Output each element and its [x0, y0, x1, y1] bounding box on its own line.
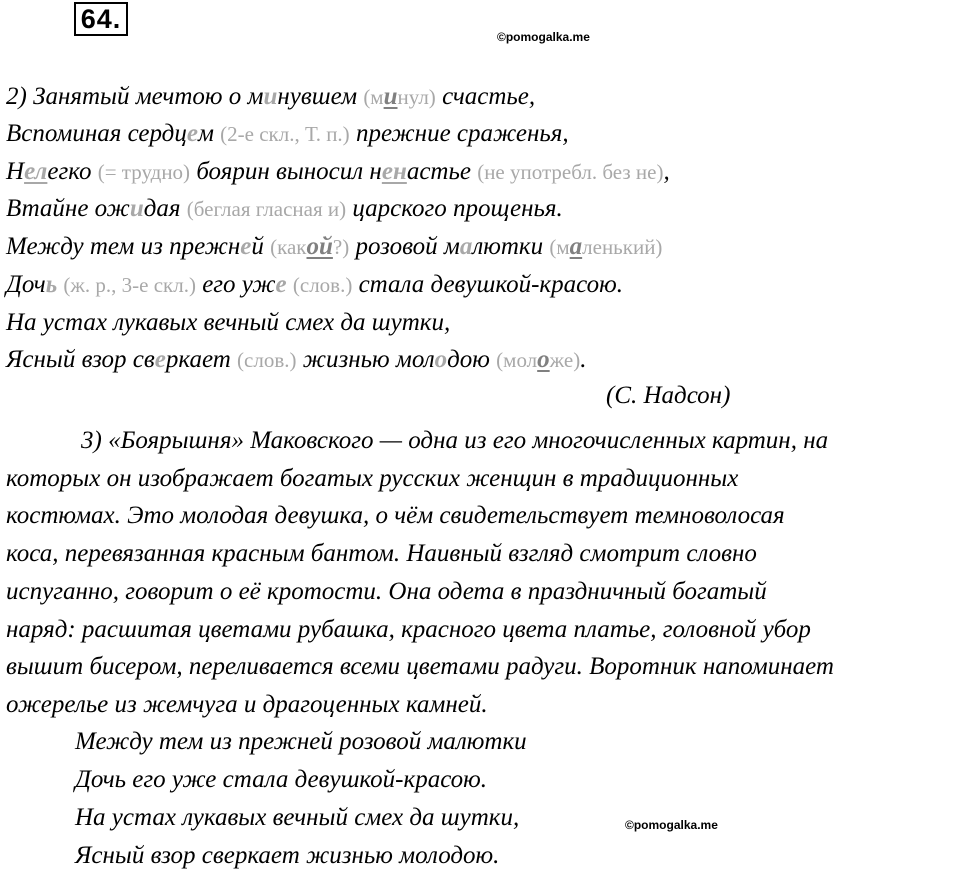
poem-text: ркает — [165, 346, 238, 373]
highlighted-letter: ен — [381, 158, 407, 185]
quote-line-1: Между тем из прежней розовой малютки — [75, 728, 527, 755]
poem-text: нувшем — [277, 83, 364, 110]
poem-line-3 — [6, 157, 670, 187]
poem-line-1 — [6, 82, 535, 112]
highlighted-letter: ь — [45, 271, 58, 298]
paragraph-line: наряд: расшитая цветами рубашка, красного цвета платье, головной убор — [6, 615, 811, 643]
poem-note: (слов.) — [292, 273, 353, 297]
poem-note: (мол — [496, 348, 538, 372]
exercise-number: 64. — [74, 2, 128, 36]
poem-note: (м — [549, 235, 570, 259]
paragraph-line: коса, перевязанная красным бантом. Наивный взгляд смотрит словно — [6, 540, 757, 568]
poem-note: (не употребл. без не) — [477, 160, 664, 184]
poem-text: дая — [143, 195, 187, 222]
poem-text: й — [251, 233, 271, 260]
poem-line-2 — [6, 119, 569, 149]
poem-text: жизнью мол — [296, 346, 435, 373]
watermark-top: ©pomogalka.me — [497, 30, 590, 44]
paragraph-line: вышит бисером, переливается всеми цветами радуги. Воротник напоминает — [6, 653, 834, 681]
quote-line-3: На устах лукавых вечный смех да шутки, — [75, 804, 520, 831]
poem-line-4 — [6, 194, 563, 224]
poem-text: егко — [47, 158, 98, 185]
highlighted-letter: е — [154, 346, 166, 373]
highlighted-letter: е — [240, 233, 252, 260]
poem-text: боярин выносил н — [190, 158, 382, 185]
highlighted-letter: е — [275, 271, 287, 298]
poem-text: его уж — [195, 271, 276, 298]
poem-text: счастье, — [435, 83, 536, 110]
poem-line-6 — [6, 270, 623, 300]
poem-text: Ясный взор св — [6, 346, 155, 373]
highlighted-letter: ел — [24, 158, 48, 185]
poem-text: царского прощенья. — [346, 195, 563, 222]
poem-note: (слов.) — [237, 348, 297, 372]
poem-text: стала девушкой-красою. — [352, 271, 623, 298]
poem-note: а — [569, 233, 583, 260]
highlighted-letter: и — [263, 83, 278, 110]
poem-note: (= трудно) — [97, 160, 191, 184]
poem-note: (ж. р., 3-е скл.) — [63, 273, 196, 297]
poem-note: ?) — [332, 235, 350, 259]
poem-note: (м — [363, 85, 384, 109]
poem-note: и — [383, 83, 398, 110]
paragraph-line: которых он изображает богатых русских женщин в традиционных — [6, 464, 739, 492]
poem-note: о — [537, 346, 550, 373]
poem-note: (беглая гласная и) — [186, 197, 347, 221]
poem-text: Вспоминая сердц — [6, 120, 187, 147]
poem-line-5 — [6, 232, 662, 262]
poem-text: Между тем из прежн — [6, 233, 241, 260]
poem-text: Доч — [6, 271, 46, 298]
poem-text: Н — [6, 158, 25, 185]
poem-text: Втайне ож — [6, 195, 130, 222]
poem-note: (как — [270, 235, 307, 259]
paragraph-line: костюмах. Это молодая девушка, о чём свидетельствует темноволосая — [6, 502, 785, 530]
poem-line-8 — [6, 345, 586, 375]
poem-text: лютки — [472, 233, 550, 260]
poem-note: ленький) — [582, 235, 663, 259]
poem-line-7 — [6, 308, 450, 338]
highlighted-letter: е — [186, 120, 198, 147]
paragraph — [6, 422, 956, 724]
paragraph-line: испуганно, говорит о её кротости. Она одета в праздничный богатый — [6, 577, 767, 605]
quote-line-4: Ясный взор сверкает жизнью молодою. — [75, 842, 500, 869]
quote-line-2: Дочь его уже стала девушкой-красою. — [75, 766, 488, 793]
poem-text: 2) Занятый мечтою о м — [6, 83, 264, 110]
highlighted-letter: а — [459, 233, 473, 260]
poem-text: прежние сраженья, — [349, 120, 569, 147]
poem-note: же) — [549, 348, 581, 372]
paragraph-line: 3) «Боярышня» Маковского — одна из его многочисленных картин, на — [6, 427, 829, 454]
poem-text: , — [663, 158, 670, 185]
highlighted-letter: о — [434, 346, 448, 373]
paragraph-line: ожерелье из жемчуга и драгоценных камней. — [6, 690, 488, 718]
poem-note: ой — [306, 233, 333, 260]
poem-note: (2-е скл., Т. п.) — [220, 122, 350, 146]
watermark-bottom: ©pomogalka.me — [625, 818, 718, 832]
poem-text: На устах лукавых вечный смех да шутки, — [6, 309, 451, 336]
poem-text: . — [580, 346, 587, 373]
highlighted-letter: и — [129, 195, 144, 222]
poem-text: дою — [447, 346, 497, 373]
poem-text: розовой м — [349, 233, 460, 260]
poem-note: нул) — [397, 85, 436, 109]
poem-text: астье — [406, 158, 478, 185]
poem-author: (С. Надсон) — [606, 382, 731, 409]
poem-text: м — [197, 120, 221, 147]
